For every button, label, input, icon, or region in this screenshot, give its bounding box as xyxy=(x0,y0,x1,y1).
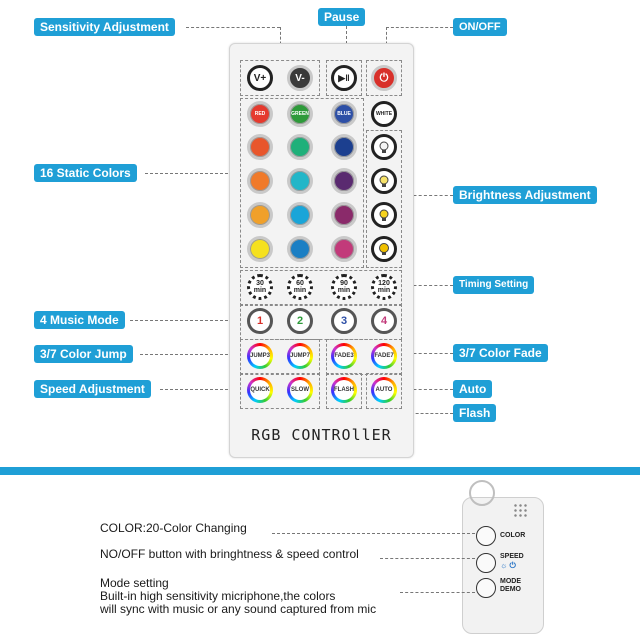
leader-line xyxy=(386,27,453,28)
color-button[interactable] xyxy=(247,202,273,228)
timer-value: 120 xyxy=(378,280,390,287)
label-onoff: ON/OFF xyxy=(453,18,507,36)
sun-power-icon: ☼ ⏻ xyxy=(500,561,516,570)
timer-unit: min xyxy=(293,287,307,294)
color-button[interactable] xyxy=(247,134,273,160)
red-button[interactable]: RED xyxy=(247,101,273,127)
leader-line xyxy=(130,320,243,321)
music-mode-number: 4 xyxy=(380,314,388,327)
label-brightness-adjustment: Brightness Adjustment xyxy=(453,186,597,204)
leader-line xyxy=(272,533,475,534)
leader-line xyxy=(186,27,280,28)
music-mode-number: 3 xyxy=(340,314,348,327)
color-button[interactable] xyxy=(287,168,313,194)
label-sensitivity-adjustment: Sensitivity Adjustment xyxy=(34,18,175,36)
leader-line xyxy=(140,354,243,355)
slow-button[interactable]: SLOW xyxy=(287,377,313,403)
label-pause: Pause xyxy=(318,8,365,26)
mode-button[interactable] xyxy=(476,578,496,598)
color-button[interactable] xyxy=(247,168,273,194)
brightness-bulb-icon[interactable] xyxy=(371,202,397,228)
remote-title: RGB CONTROllER xyxy=(251,426,392,444)
color-button[interactable] xyxy=(331,168,357,194)
timer-value: 60 xyxy=(296,280,304,287)
mode-description-title: Mode setting xyxy=(100,576,169,590)
jump3-button[interactable]: JUMP3 xyxy=(247,343,273,369)
jump7-button[interactable]: JUMP7 xyxy=(287,343,313,369)
label-speed-adjustment: Speed Adjustment xyxy=(34,380,151,398)
timer-90-button[interactable] xyxy=(331,274,357,300)
mode-description-line1: Built-in high sensitivity micriphone,the colors xyxy=(100,589,336,603)
leader-line xyxy=(400,592,475,593)
quick-button[interactable]: QUICK xyxy=(247,377,273,403)
green-button[interactable]: GREEN xyxy=(287,101,313,127)
speed-button[interactable] xyxy=(476,553,496,573)
label-4-music-mode: 4 Music Mode xyxy=(34,311,125,329)
color-button[interactable] xyxy=(476,526,496,546)
power-button[interactable]: ⏻ xyxy=(371,65,397,91)
white-button[interactable]: WHITE xyxy=(371,101,397,127)
bulb-icon xyxy=(376,207,392,223)
color-button[interactable] xyxy=(287,236,313,262)
brightness-bulb-icon[interactable] xyxy=(371,168,397,194)
timer-60-button[interactable] xyxy=(287,274,313,300)
speed-button-label: SPEED xyxy=(500,553,524,560)
volume-up-button[interactable]: V+ xyxy=(247,65,273,91)
color-button[interactable] xyxy=(287,134,313,160)
timer-value: 30 xyxy=(256,280,264,287)
timer-unit: min xyxy=(253,287,267,294)
label-timing-setting: Timing Setting xyxy=(453,276,534,294)
music-mode-1-button[interactable] xyxy=(247,308,273,334)
label-color-fade: 3/7 Color Fade xyxy=(453,344,548,362)
flash-button[interactable]: FLASH xyxy=(331,377,357,403)
bulb-icon xyxy=(376,139,392,155)
color-button[interactable] xyxy=(247,236,273,262)
bulb-icon xyxy=(376,241,392,257)
auto-button[interactable]: AUTO xyxy=(371,377,397,403)
speaker-holes xyxy=(513,503,527,517)
bulb-icon xyxy=(376,173,392,189)
section-divider xyxy=(0,467,640,475)
music-mode-2-button[interactable] xyxy=(287,308,313,334)
music-mode-4-button[interactable] xyxy=(371,308,397,334)
rgb-remote-controller xyxy=(229,43,414,458)
play-pause-button[interactable]: ▶‖ xyxy=(331,65,357,91)
timer-unit: min xyxy=(337,287,351,294)
label-flash: Flash xyxy=(453,404,496,422)
timer-unit: min xyxy=(377,287,391,294)
color-button[interactable] xyxy=(331,202,357,228)
blue-button[interactable]: BLUE xyxy=(331,101,357,127)
label-color-jump: 3/7 Color Jump xyxy=(34,345,133,363)
mode-button-label: MODE DEMO xyxy=(500,578,521,593)
color-button[interactable] xyxy=(331,236,357,262)
onoff-description: NO/OFF button with bringhtness & speed control xyxy=(100,547,359,561)
timer-120-button[interactable] xyxy=(371,274,397,300)
leader-line xyxy=(380,558,475,559)
timer-value: 90 xyxy=(340,280,348,287)
volume-down-button[interactable]: V- xyxy=(287,65,313,91)
timer-30-button[interactable] xyxy=(247,274,273,300)
color-description: COLOR:20-Color Changing xyxy=(100,521,247,535)
color-button-label: COLOR xyxy=(500,532,526,539)
keyring-loop xyxy=(469,480,495,506)
small-remote xyxy=(462,497,544,634)
music-mode-3-button[interactable] xyxy=(331,308,357,334)
mode-description-line2: will sync with music or any sound captured from mic xyxy=(100,602,377,616)
color-button[interactable] xyxy=(287,202,313,228)
music-mode-number: 2 xyxy=(296,314,304,327)
brightness-bulb-icon[interactable] xyxy=(371,134,397,160)
label-auto: Auto xyxy=(453,380,492,398)
brightness-bulb-icon[interactable] xyxy=(371,236,397,262)
label-16-static-colors: 16 Static Colors xyxy=(34,164,137,182)
color-button[interactable] xyxy=(331,134,357,160)
fade7-button[interactable]: FADE7 xyxy=(371,343,397,369)
fade3-button[interactable]: FADE3 xyxy=(331,343,357,369)
music-mode-number: 1 xyxy=(256,314,264,327)
